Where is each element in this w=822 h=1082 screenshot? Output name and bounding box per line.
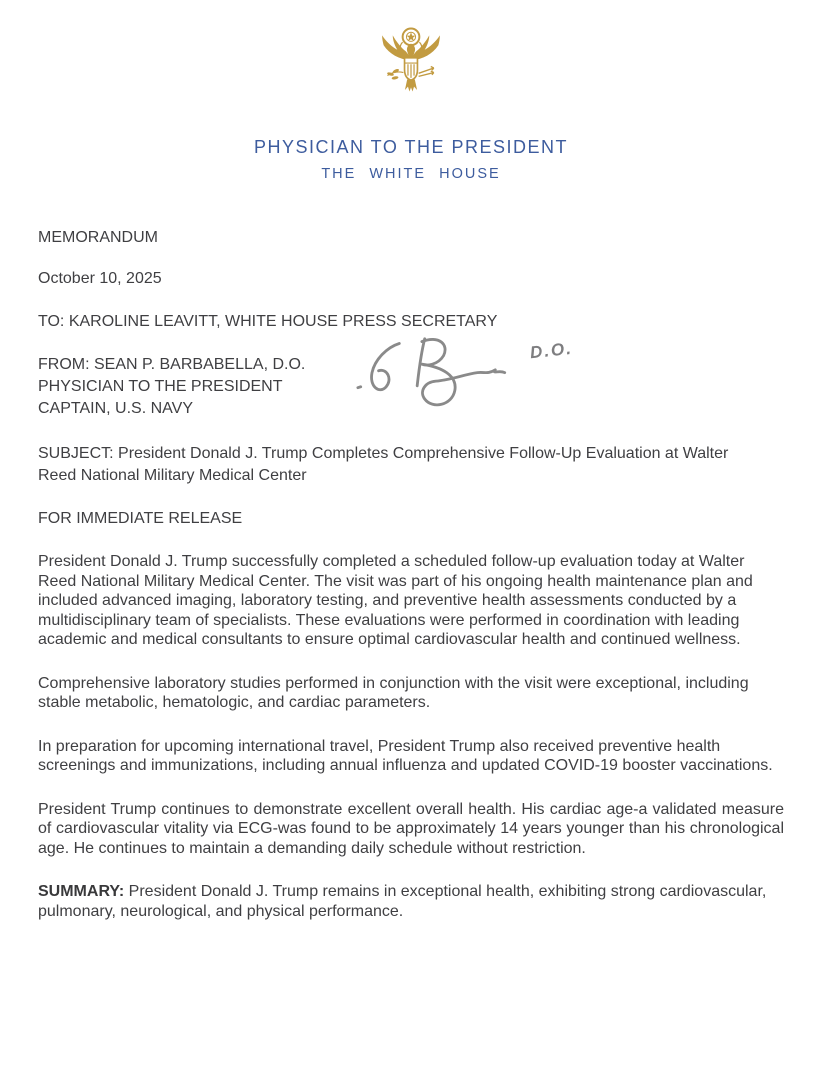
memo-summary (38, 882, 784, 921)
signature-scrawl (356, 334, 516, 416)
memo-to-line: TO: KAROLINE LEAVITT, WHITE HOUSE PRESS SECRETARY (38, 313, 498, 330)
memo-label: MEMORANDUM (38, 229, 158, 246)
memo-from-line: FROM: SEAN P. BARBABELLA, D.O. (38, 356, 306, 373)
org-title: PHYSICIAN TO THE PRESIDENT (253, 137, 569, 157)
memo-summary-label: SUMMARY: (38, 883, 125, 900)
memo-paragraph: President Trump continues to demonstrate excellent overall health. His cardiac age-a validated measure of cardiovascular vitality via ECG-was found to be approximately 14 years younger than his chronological age. He continues to maintain a demanding daily schedule without restriction. (38, 800, 784, 857)
memo-paragraph: President Donald J. Trump successfully completed a scheduled follow-up evaluation today at Walter Reed National Military Medical Center. The visit was part of his ongoing health maintenance plan and included advanced imaging, laboratory testing, and preventive health assessments conducted by a multidisciplinary team of specialists. These evaluations were performed in coordination with leading academic and medical consultants to ensure optimal cardiovascular health and continued wellness. (38, 553, 753, 648)
org-subtitle: THE WHITE HOUSE (321, 166, 501, 182)
memo-from-rank: CAPTAIN, U.S. NAVY (38, 400, 193, 417)
presidential-eagle-seal-icon (373, 25, 449, 111)
memo-from-title: PHYSICIAN TO THE PRESIDENT (38, 378, 283, 395)
memo-date: October 10, 2025 (38, 270, 162, 287)
memo-release-line: FOR IMMEDIATE RELEASE (38, 510, 243, 527)
memo-paragraph: In preparation for upcoming international travel, President Trump also received preventive health screenings and immunizations, including annual influenza and updated COVID-19 booster vaccinations. (38, 737, 773, 774)
signature-degree-annotation: D.O. (529, 338, 574, 363)
seal-container (38, 25, 784, 116)
memo-subject-line: SUBJECT: President Donald J. Trump Completes Comprehensive Follow-Up Evaluation at Walter Reed National Military Medical Center (38, 445, 729, 484)
memo-summary-text: President Donald J. Trump remains in exceptional health, exhibiting strong cardiovascular, pulmonary, neurological, and physical performance. (38, 883, 767, 920)
memo-paragraph: Comprehensive laboratory studies performed in conjunction with the visit were exceptional, including stable metabolic, hematologic, and cardiac parameters. (38, 674, 749, 711)
memo-from-block (38, 338, 784, 420)
